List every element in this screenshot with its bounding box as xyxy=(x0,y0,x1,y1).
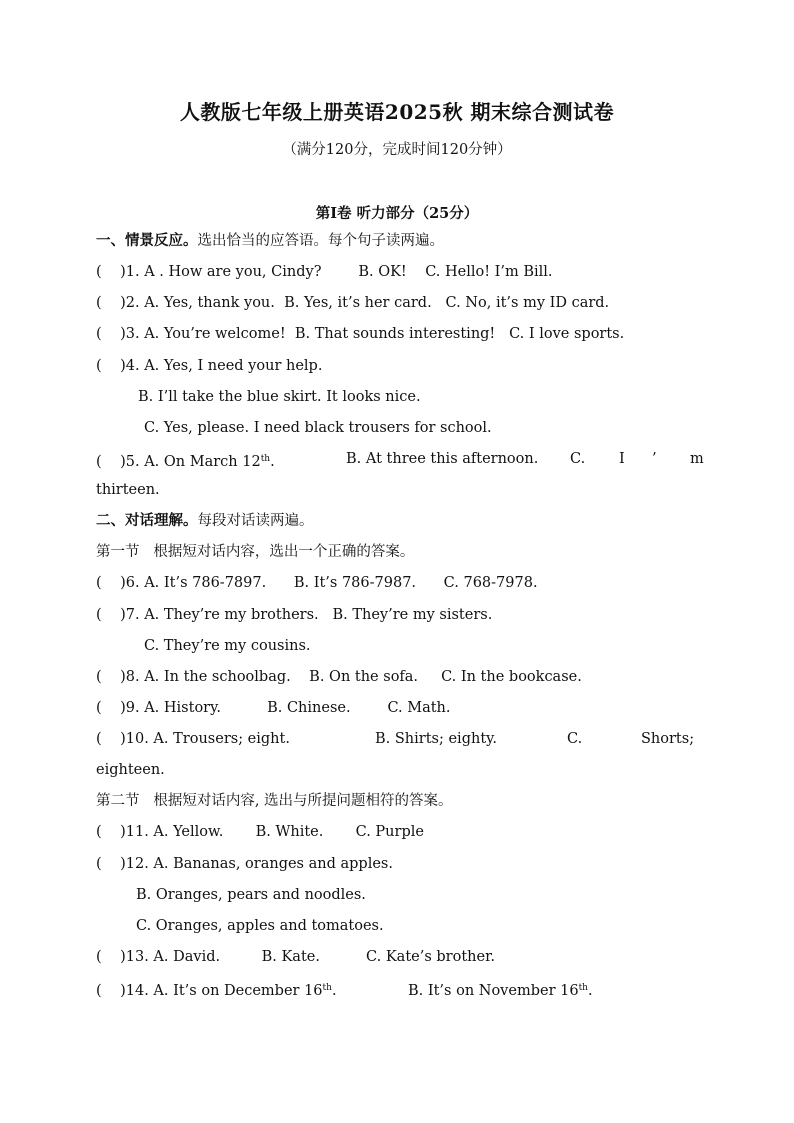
question-text: 4. A. Yes, I need your help. xyxy=(125,358,323,374)
question-4-option-c: C. Yes, please. I need black trousers for school. xyxy=(144,420,492,436)
page-title: 人教版七年级上册英语2025秋 期末综合测试卷 xyxy=(179,100,615,124)
page-subtitle: （满分120分，完成时间120分钟） xyxy=(282,142,512,158)
option-b: B. Shirts; eighty. xyxy=(375,731,498,747)
question-10-wrap: eighteen. xyxy=(96,762,165,778)
question-5 xyxy=(96,449,704,472)
question-text: 11. A. Yellow. B. White. C. Purple xyxy=(125,824,424,840)
answer-bracket: ( ) xyxy=(96,358,126,374)
subsection-2-heading: 第二节 根据短对话内容, 选出与所提问题相符的答案。 xyxy=(96,793,453,809)
option-b: B. At three this afternoon. xyxy=(346,451,539,467)
section2-heading xyxy=(96,511,700,531)
option-c-label: C. xyxy=(567,731,583,747)
question-12-option-c: C. Oranges, apples and tomatoes. xyxy=(136,918,384,934)
question-text: 3. A. You’re welcome! B. That sounds interesting! C. I love sports. xyxy=(125,326,625,342)
question-6 xyxy=(96,573,700,593)
question-10 xyxy=(96,729,700,749)
answer-bracket: ( ) xyxy=(96,824,126,840)
question-13 xyxy=(96,947,700,967)
answer-bracket: ( ) xyxy=(96,326,126,342)
option-a-end: . xyxy=(331,983,337,999)
answer-bracket: ( ) xyxy=(96,607,126,623)
answer-bracket: ( ) xyxy=(96,264,126,280)
question-text: 13. A. David. B. Kate. C. Kate’s brother. xyxy=(125,949,496,965)
subsection-1-heading: 第一节 根据短对话内容，选出一个正确的答案。 xyxy=(96,544,415,560)
question-9 xyxy=(96,698,700,718)
option-b-text: B. It’s on November 16 xyxy=(408,983,579,999)
superscript: th xyxy=(260,454,271,464)
answer-bracket: ( ) xyxy=(96,454,126,470)
option-c-word-2: m xyxy=(690,451,704,467)
option-a: 10. A. Trousers; eight. xyxy=(125,731,290,747)
answer-bracket: ( ) xyxy=(96,731,126,747)
option-a-text: 5. A. On March 12 xyxy=(125,454,261,470)
section2-instruction: 每段对话读两遍。 xyxy=(197,513,314,529)
question-text: 12. A. Bananas, oranges and apples. xyxy=(125,856,393,872)
section1-instruction: 选出恰当的应答语。每个句子读两遍。 xyxy=(197,233,444,249)
option-c-word: Shorts; xyxy=(641,731,695,747)
question-4 xyxy=(96,356,700,376)
section2-label: 二、对话理解。 xyxy=(96,512,198,529)
question-5-wrap: thirteen. xyxy=(96,482,160,498)
superscript: th xyxy=(322,983,332,993)
answer-bracket: ( ) xyxy=(96,700,126,716)
answer-bracket: ( ) xyxy=(96,575,126,591)
answer-bracket: ( ) xyxy=(96,295,126,311)
option-a-end: . xyxy=(270,454,275,470)
question-12-option-b: B. Oranges, pears and noodles. xyxy=(136,887,366,903)
section1-label: 一、情景反应。 xyxy=(96,232,198,249)
section1-heading xyxy=(96,231,700,251)
question-text: 6. A. It’s 786-7897. B. It’s 786-7987. C. 768-7978. xyxy=(125,575,538,591)
answer-bracket: ( ) xyxy=(96,983,126,999)
part-heading: 第Ⅰ卷 听力部分（25分） xyxy=(315,205,479,222)
question-2 xyxy=(96,293,700,313)
option-b-end: . xyxy=(587,983,593,999)
option-c-apostrophe: ’ xyxy=(652,451,657,467)
question-7 xyxy=(96,605,700,625)
question-text: 8. A. In the schoolbag. B. On the sofa. C. In the bookcase. xyxy=(125,669,582,685)
option-a xyxy=(126,454,275,470)
answer-bracket: ( ) xyxy=(96,669,126,685)
question-11 xyxy=(96,822,700,842)
superscript: th xyxy=(578,983,588,993)
question-14 xyxy=(96,978,700,1001)
option-b xyxy=(408,978,593,1001)
question-3 xyxy=(96,324,700,344)
option-a xyxy=(126,983,337,999)
question-text: 7. A. They’re my brothers. B. They’re my sisters. xyxy=(125,607,493,623)
question-text: 9. A. History. B. Chinese. C. Math. xyxy=(125,700,451,716)
question-12 xyxy=(96,854,700,874)
answer-bracket: ( ) xyxy=(96,856,126,872)
question-text: 1. A . How are you, Cindy? B. OK! C. Hello! I’m Bill. xyxy=(125,264,553,280)
question-text: 2. A. Yes, thank you. B. Yes, it’s her card. C. No, it’s my ID card. xyxy=(125,295,610,311)
question-8 xyxy=(96,667,700,687)
question-1 xyxy=(96,262,700,282)
option-c-label: C. xyxy=(570,451,586,467)
question-4-option-b: B. I’ll take the blue skirt. It looks nice. xyxy=(138,389,421,405)
answer-bracket: ( ) xyxy=(96,949,126,965)
option-a-text: 14. A. It’s on December 16 xyxy=(125,983,323,999)
question-7-option-c: C. They’re my cousins. xyxy=(144,638,311,654)
option-c-word-1: I xyxy=(619,451,625,467)
